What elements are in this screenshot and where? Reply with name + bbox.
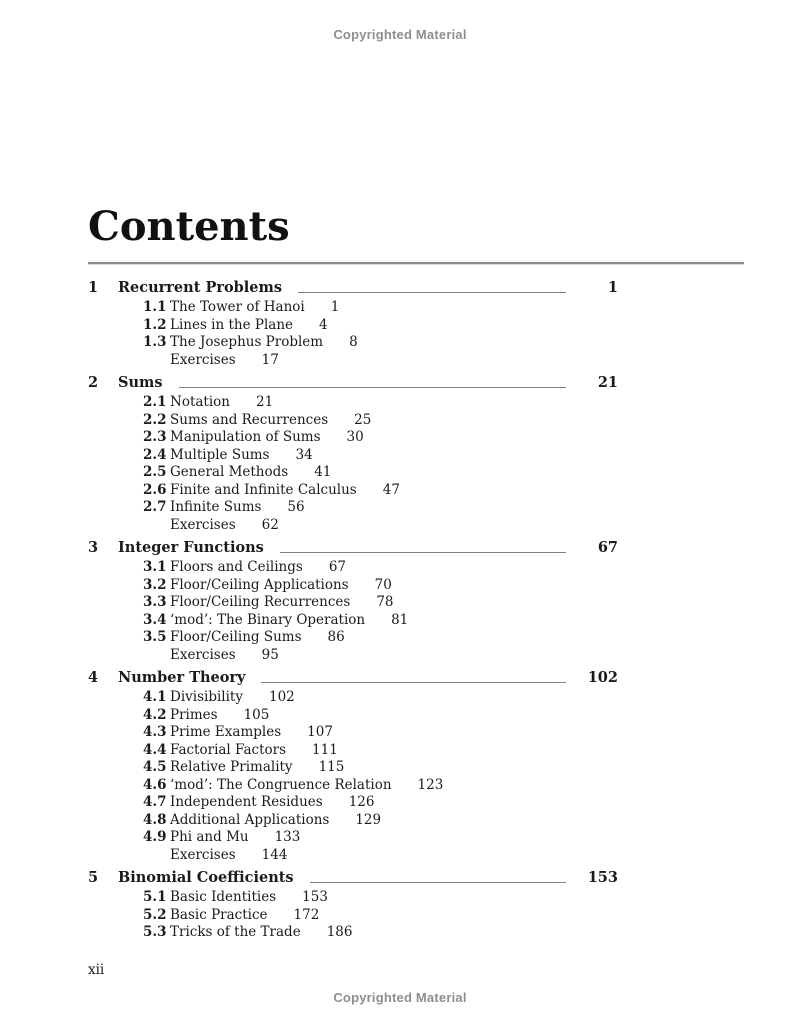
section-title: Multiple Sums [170,446,270,463]
chapter-block [88,278,618,369]
section-page-number: 17 [261,351,279,368]
section-row [88,847,618,865]
section-row [88,577,618,595]
section-row [88,447,618,465]
section-page-number: 8 [349,334,358,350]
section-page-number: 62 [261,516,279,533]
chapter-sections [88,559,618,664]
chapter-number: 1 [88,279,99,296]
section-row [88,707,618,725]
leader-line [310,882,566,883]
section-title: Primes [170,706,218,723]
section-number: 4.6 [143,776,167,793]
chapter-sections [88,689,618,864]
section-page-number: 186 [326,924,353,940]
section-row [88,412,618,430]
section-title: ‘mod’: The Binary Operation [170,611,366,628]
section-title: Independent Residues [170,794,323,810]
section-title: Finite and Infinite Calculus [170,481,357,498]
section-row [88,499,618,517]
chapter-block [88,668,618,864]
section-page-number: 4 [319,316,328,333]
section-title: Lines in the Plane [170,316,294,333]
section-page-number: 25 [354,411,372,428]
section-number: 3.4 [143,611,167,628]
section-number: 3.5 [143,629,167,645]
section-row [88,464,618,482]
section-title: Sums and Recurrences [170,411,329,428]
section-page-number: 153 [302,889,328,905]
section-number: 5.1 [143,889,167,905]
section-number: 5.3 [143,924,167,940]
section-number: 1.3 [143,334,167,350]
section-title: Factorial Factors [170,741,287,758]
section-number: 4.2 [143,706,167,723]
section-row [88,889,618,907]
section-page-number: 107 [307,724,333,740]
section-row [88,352,618,370]
chapter-number: 4 [88,669,99,686]
section-title: Additional Applications [170,811,330,828]
section-row [88,794,618,812]
section-title: General Methods [170,464,289,480]
section-title: Floor/Ceiling Recurrences [170,594,351,610]
section-title: Infinite Sums [170,499,262,515]
section-page-number: 123 [417,776,444,793]
section-row [88,299,618,317]
section-page-number: 67 [328,559,347,575]
copyright-header: Copyrighted Material [333,27,467,42]
section-page-number: 30 [346,429,364,445]
chapter-row [88,868,618,887]
section-page-number: 95 [261,646,279,663]
section-page-number: 86 [327,629,345,645]
leader-line [179,387,566,388]
chapter-title: Integer Functions [118,539,264,556]
section-number: 3.2 [143,576,167,593]
section-title: Floor/Ceiling Applications [170,576,349,593]
section-title: Prime Examples [170,724,282,740]
section-number: 2.2 [143,411,167,428]
section-number: 2.6 [143,481,167,498]
section-title: Relative Primality [170,759,293,775]
section-page-number: 111 [312,741,338,758]
chapter-page-number: 67 [597,539,618,556]
section-row [88,689,618,707]
section-number: 4.5 [143,759,167,775]
section-number: 2.1 [143,394,167,410]
section-number: 2.3 [143,429,167,445]
chapter-title: Binomial Coefficients [118,869,294,886]
leader-line [280,552,566,553]
section-title: The Josephus Problem [170,334,324,350]
title-rule [88,262,744,264]
section-page-number: 126 [348,794,375,810]
section-number: 5.2 [143,906,167,923]
section-row [88,394,618,412]
section-row [88,759,618,777]
section-number: 4.1 [143,689,167,705]
leader-line [298,292,566,293]
section-page-number: 47 [382,481,400,498]
section-page-number: 144 [261,846,288,863]
section-title: ‘mod’: The Congruence Relation [170,776,392,793]
page-title: Contents [88,203,290,250]
chapter-block [88,538,618,664]
section-row [88,517,618,535]
section-page-number: 105 [243,706,270,723]
section-title: Exercises [170,846,236,863]
section-number: 1.2 [143,316,167,333]
section-page-number: 133 [274,829,301,845]
chapter-page-number: 21 [597,374,618,391]
section-page-number: 1 [330,299,340,315]
section-number: 3.3 [143,594,167,610]
section-row [88,829,618,847]
chapter-title: Number Theory [118,669,246,686]
section-page-number: 41 [314,464,332,480]
section-title: Basic Practice [170,906,268,923]
section-page-number: 70 [374,576,392,593]
section-row [88,742,618,760]
section-page-number: 56 [287,499,305,515]
section-title: Basic Identities [170,889,277,905]
copyright-footer: Copyrighted Material [333,990,467,1005]
section-number: 2.4 [143,446,167,463]
chapter-number: 5 [88,869,99,886]
section-page-number: 102 [268,689,295,705]
section-title: Divisibility [170,689,243,705]
section-row [88,629,618,647]
section-row [88,482,618,500]
chapter-page-number: 1 [607,279,618,296]
section-row [88,334,618,352]
chapter-sections [88,394,618,534]
chapter-row [88,278,618,297]
section-row [88,907,618,925]
section-page-number: 172 [293,906,320,923]
section-title: Tricks of the Trade [170,924,301,940]
section-page-number: 115 [318,759,345,775]
folio-page-number: xii [88,962,105,978]
section-row [88,777,618,795]
section-title: Manipulation of Sums [170,429,321,445]
section-number: 4.7 [143,794,167,810]
section-row [88,924,618,942]
chapter-number: 2 [88,374,99,391]
section-row [88,812,618,830]
section-title: The Tower of Hanoi [170,299,305,315]
section-row [88,429,618,447]
section-number: 4.4 [143,741,167,758]
section-page-number: 78 [376,594,394,610]
section-number: 4.3 [143,724,167,740]
section-number: 3.1 [143,559,167,575]
section-row [88,647,618,665]
section-number: 2.5 [143,464,167,480]
chapter-block [88,373,618,534]
chapter-row [88,538,618,557]
section-title: Notation [170,394,230,410]
section-title: Exercises [170,646,236,663]
chapter-page-number: 102 [587,669,618,686]
chapter-sections [88,889,618,942]
chapter-block [88,868,618,942]
section-title: Floors and Ceilings [170,559,303,575]
section-page-number: 81 [391,611,409,628]
chapter-sections [88,299,618,369]
section-page-number: 34 [295,446,313,463]
chapter-number: 3 [88,539,99,556]
chapter-title: Recurrent Problems [118,279,283,296]
section-page-number: 21 [255,394,274,410]
section-row [88,724,618,742]
section-row [88,594,618,612]
chapter-row [88,373,618,392]
section-row [88,317,618,335]
chapter-page-number: 153 [587,869,618,886]
section-number: 1.1 [143,299,167,315]
table-of-contents [88,278,618,942]
section-number: 4.9 [143,829,167,845]
chapter-row [88,668,618,687]
section-row [88,612,618,630]
section-row [88,559,618,577]
section-number: 2.7 [143,499,167,515]
section-title: Floor/Ceiling Sums [170,629,302,645]
chapter-title: Sums [118,374,163,391]
leader-line [261,682,566,683]
section-number: 4.8 [143,811,167,828]
section-title: Exercises [170,516,236,533]
section-title: Exercises [170,351,236,368]
section-title: Phi and Mu [170,829,249,845]
section-page-number: 129 [355,811,382,828]
